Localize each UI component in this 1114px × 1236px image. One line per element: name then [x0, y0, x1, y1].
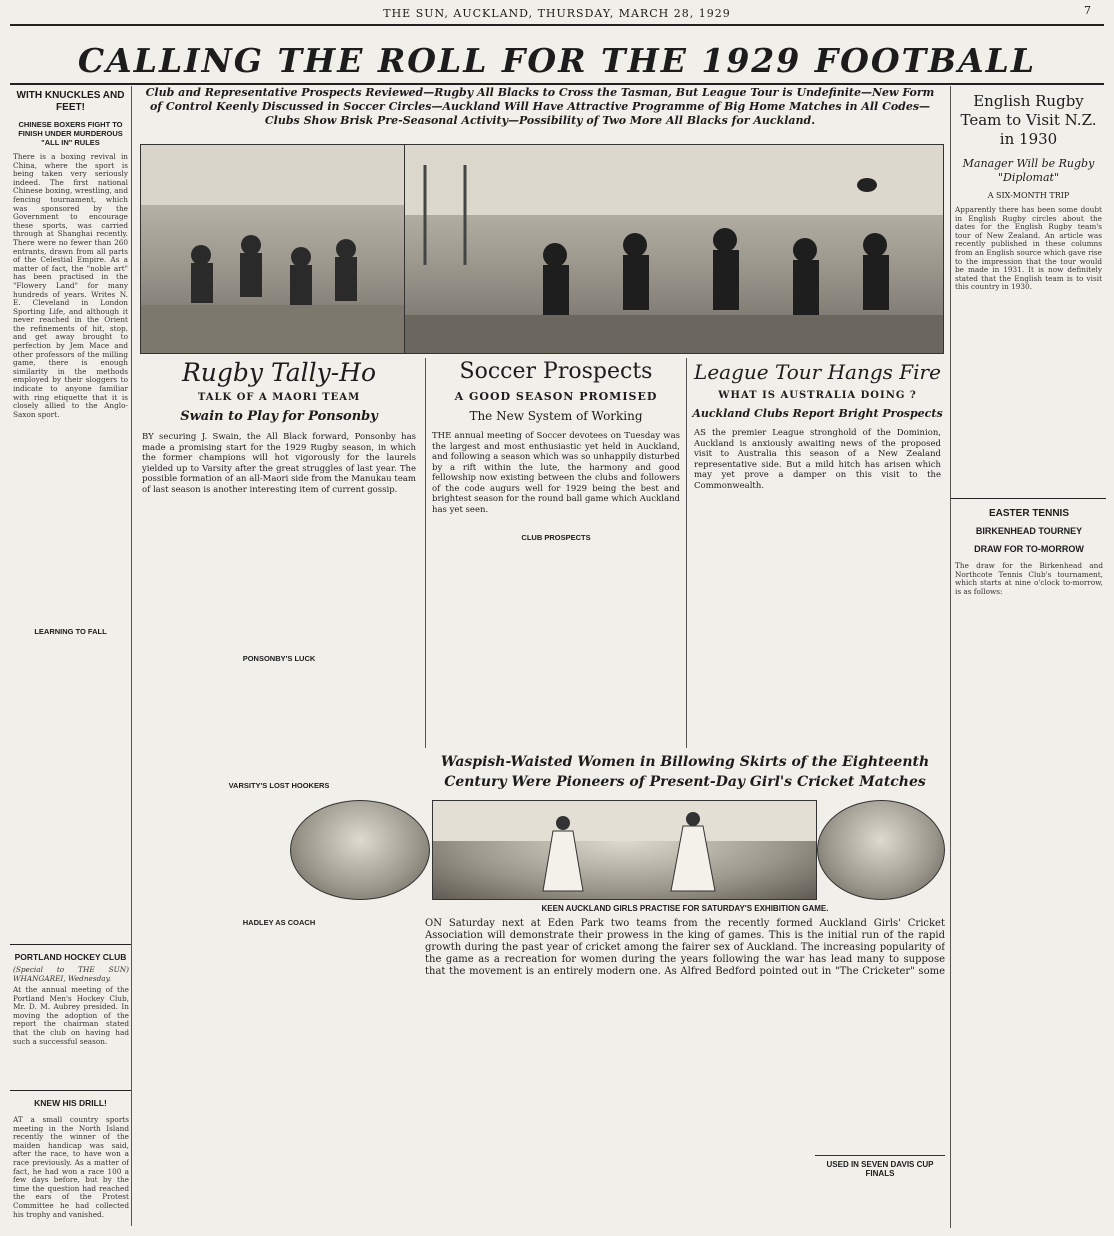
masthead-text: THE SUN, AUCKLAND, THURSDAY, MARCH 28, 1929 [383, 6, 731, 20]
strapline: Club and Representative Prospects Reviewed—Rugby All Blacks to Cross the Tasman, But League Tour is Undefinite—New Form of Control Keenly Discussed in Soccer Circles—Auckland Will Have Attractive Programme of Big Home Matches in All Codes—Clubs Show Brisk Pre-Seasonal Activity—Possibility of Two More All Blacks for Auckland. [145, 86, 935, 127]
english-rugby-body: Apparently there has been some doubt in English Rugby circles about the dates for the English Rugby team's tour of New Zealand. An article was recently published in these columns from an English source which gave rise to the impression that the tour would be made in 1931. It is now definitely stated that the English team is to visit this country in 1930. [955, 206, 1102, 292]
women-headline-box [425, 752, 945, 800]
rugby-photo-right [404, 144, 944, 354]
rugby-photo-left [140, 144, 405, 354]
drill-headline: KNEW HIS DRILL! [34, 1098, 107, 1108]
tally-title: Rugby Tally-Ho [181, 358, 377, 387]
left-column [10, 86, 132, 1226]
rugby-tally-column [140, 358, 418, 1228]
draw-intro: The draw for the Birkenhead and Northcote Tennis Club's tournament, which starts at nine o'clock to-morrow, is as follows: [955, 562, 1103, 596]
tally-body-1 [140, 520, 418, 650]
manager-subhead: Manager Will be Rugby "Diplomat" [962, 157, 1095, 184]
tally-ponsonby-head: PONSONBY'S LUCK [242, 654, 316, 663]
cricket-photo-left [290, 800, 430, 900]
tally-varsity-head: VARSITY'S LOST HOOKERS [228, 781, 330, 790]
rugby-scrum-image [141, 145, 405, 354]
birkenhead-headline: BIRKENHEAD TOURNEY [975, 526, 1083, 536]
six-month-trip: A SIX-MONTH TRIP [987, 191, 1070, 200]
league-bright-head: Auckland Clubs Report Bright Prospects [692, 407, 943, 420]
draw-headline: DRAW FOR TO-MORROW [974, 544, 1084, 554]
tally-intro: BY securing J. Swain, the All Black forward, Ponsonby has made a promising start for the 1929 Rugby season, in which the former champions will hot vigorously for the laurels yielded up to Varsity after the great struggles of last year. The possible formation of an all-Maori side from the Manukau team of last season is another interesting item of current gossip. [142, 432, 416, 495]
easter-tennis-headline: EASTER TENNIS [988, 508, 1069, 519]
cricket-photo-right [817, 800, 945, 900]
cricket-intro: ON Saturday next at Eden Park two teams from the recently formed Auckland Girls' Cricket Association will demonstrate their prowess in the king of games. This is the initial run of the rapid growth during the past year of cricket among the fairer sex of Auckland. The increasing popularity of the game as a recreation for women during the years following the war has lead many to suppose that the movement is an entirely modern one. As Alfred Bedford pointed out in "The Cricketer" some [425, 918, 945, 976]
women-headline: Waspish-Waisted Women in Billowing Skirts of the Eighteenth Century Were Pioneers of Present-Day Girl's Cricket Matches [440, 754, 930, 790]
rugby-lineout-image [405, 145, 944, 354]
knuckles-subhead: CHINESE BOXERS FIGHT TO FINISH UNDER MURDEROUS "ALL IN" RULES [18, 120, 123, 147]
davis-headline: USED IN SEVEN DAVIS CUP FINALS [826, 1160, 934, 1178]
league-intro: AS the premier League stronghold of the Dominion, Auckland is anxiously awaiting news of the proposed visit to Australia this season of a New Zealand representative side. But a mild hitch has arisen which may yet prove a damper on this visit to the Commonwealth. [694, 428, 941, 491]
top-rule [10, 24, 1104, 26]
page-number: 7 [1084, 4, 1092, 17]
hockey-dateline: (Special to THE SUN) WHANGAREI, Wednesday. [13, 966, 129, 983]
learning-subhead: LEARNING TO FALL [34, 627, 107, 636]
tally-body-2 [140, 667, 418, 777]
draw-list [955, 612, 1103, 1212]
hockey-headline: PORTLAND HOCKEY CLUB [14, 952, 127, 962]
masthead [10, 4, 1104, 22]
soccer-club-head: CLUB PROSPECTS [521, 533, 591, 542]
learning-body [13, 640, 128, 850]
davis-box [815, 1155, 945, 1215]
knuckles-headline: WITH KNUCKLES AND FEET! [16, 90, 125, 113]
cricket-caption: KEEN AUCKLAND GIRLS PRACTISE FOR SATURDAY'S EXHIBITION GAME. [541, 904, 829, 913]
headline-rule [10, 83, 1104, 85]
league-subhead: WHAT IS AUSTRALIA DOING ? [718, 390, 917, 401]
divider-right [951, 498, 1106, 499]
soccer-column [425, 358, 687, 748]
divider-1 [10, 944, 131, 945]
soccer-title: Soccer Prospects [459, 359, 653, 384]
tally-hadley-head: HADLEY AS COACH [242, 918, 316, 927]
drill-body: AT a small country sports meeting in the North Island recently the winner of the maiden handicap was said, after the race, to have won a race previously. As a matter of fact, he had won a race 100 a few days before, but by the time the question had reached the ears of the Protest Committee he had collected his trophy and vanished. [13, 1116, 129, 1219]
league-title: League Tour Hangs Fire [694, 360, 941, 384]
knuckles-body: There is a boxing revival in China, where the sport is being taken very seriously indeed. The first national Chinese boxing, wrestling, and fencing tournament, which was sponsored by the Government to encourage these sports, was carried through at Shanghai recently. There were no fewer than 260 entrants, drawn from all parts of the Celestial Empire. As a matter of fact, the "noble art" has been practised in the "Flowery Land" for many hundreds of years. Writes N. E. Cleveland in London Sporting Life, and although it never reached in the Orient the refinements of hit, stop, and get away brought to perfection by Jem Mace and other professors of the milling game, there is enough similarity in the methods employed by their sloggers to indicate to anyone familiar with ring etiquette that it is closely allied to the Anglo-Saxon sport. [13, 153, 128, 419]
divider-2 [10, 1090, 131, 1091]
league-column [690, 358, 945, 748]
english-rugby-headline: English Rugby Team to Visit N.Z. in 1930 [960, 92, 1097, 148]
soccer-intro: THE annual meeting of Soccer devotees on Tuesday was the largest and most enthusiastic yet held in Auckland, and following a season which was so unhappily disturbed by a rift within the lute, the harmony and good fellowship now existing between the clubs and followers of the code augurs well for 1929 being the best and brightest season for the round ball game which Auckland has yet seen. [432, 431, 680, 515]
tally-subhead: TALK OF A MAORI TEAM [197, 392, 361, 403]
cricket-image [433, 801, 817, 900]
tally-swain-head: Swain to Play for Ponsonby [180, 409, 378, 424]
cricket-photo-center [432, 800, 817, 900]
page-headline: CALLING THE ROLL FOR THE 1929 FOOTBALL [77, 41, 1037, 80]
right-column [950, 86, 1106, 1228]
hockey-body: At the annual meeting of the Portland Men's Hockey Club, Mr. D. M. Aubrey presided. In moving the adoption of the report the chairman stated that the club on having had such a successful season. [13, 986, 129, 1046]
soccer-system-head: The New System of Working [469, 409, 643, 423]
soccer-subhead: A GOOD SEASON PROMISED [454, 390, 658, 403]
